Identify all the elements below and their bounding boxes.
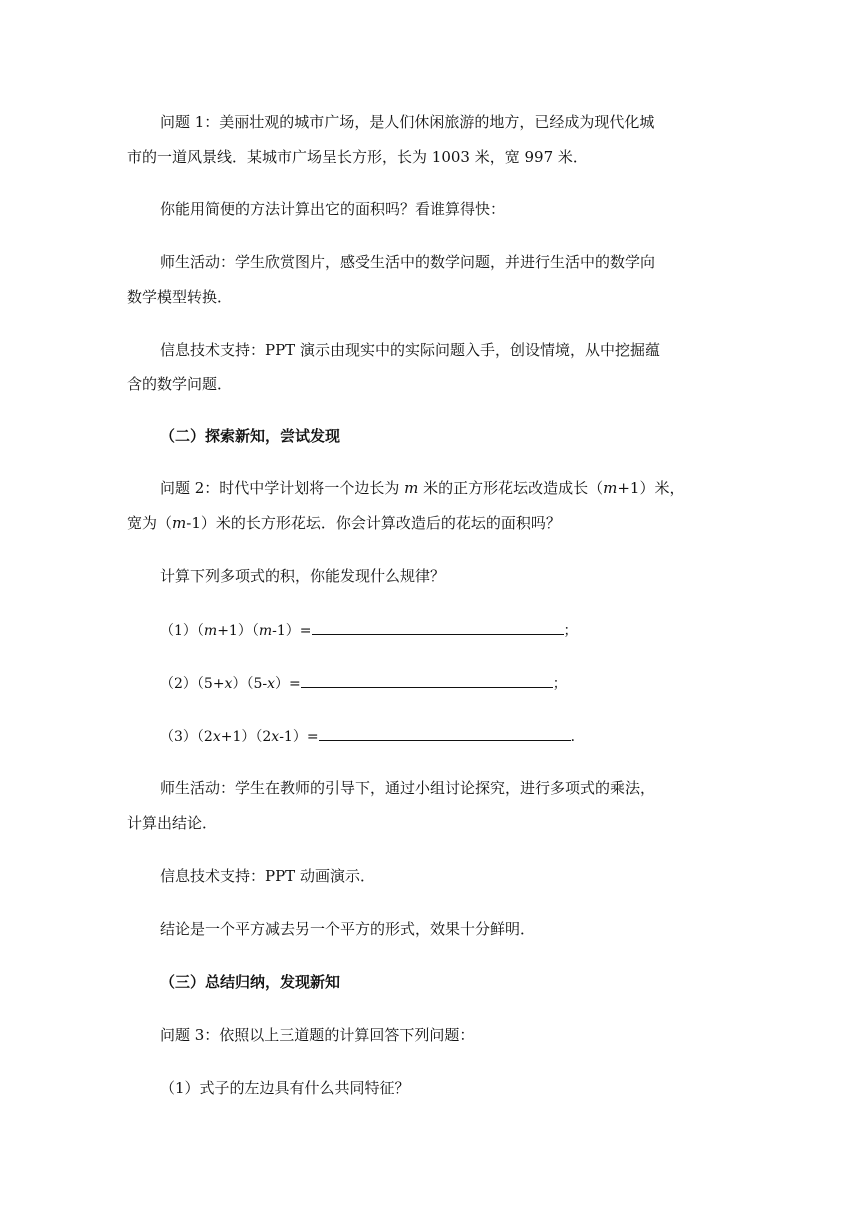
exercise-2-b: ）（5- bbox=[232, 676, 268, 692]
q1-question: 你能用简便的方法计算出它的面积吗？看谁算得快： bbox=[160, 200, 506, 218]
q1-line-1: 问题 1：美丽壮观的城市广场，是人们休闲旅游的地方，已经成为现代化城 bbox=[160, 113, 655, 131]
q1-line-2: 市的一道风景线．某城市广场呈长方形，长为 1003 米，宽 997 米． bbox=[127, 148, 588, 166]
var-x: x bbox=[212, 729, 221, 745]
var-m: m bbox=[203, 623, 218, 639]
activity-1-line-1: 师生活动：学生欣赏图片，感受生活中的数学问题，并进行生活中的数学向 bbox=[160, 253, 656, 271]
q3: 问题 3：依照以上三道题的计算回答下列问题： bbox=[160, 1026, 475, 1044]
exercise-3-a: （3）（2 bbox=[160, 729, 213, 745]
tech-support-1-line-2: 含的数学问题． bbox=[127, 375, 233, 393]
exercise-1-end: ； bbox=[563, 623, 578, 639]
var-x: x bbox=[224, 676, 233, 692]
exercise-3-end: ． bbox=[570, 729, 585, 745]
var-m: m bbox=[258, 623, 273, 639]
var-m: m bbox=[172, 514, 187, 532]
q2-line-2 bbox=[127, 513, 561, 533]
q2-text-a: 问题 2：时代中学计划将一个边长为 bbox=[160, 479, 405, 497]
tech-support-2: 信息技术支持：PPT 动画演示． bbox=[160, 867, 375, 885]
exercise-3-c: -1）= bbox=[279, 729, 319, 745]
exercise-1 bbox=[160, 619, 578, 641]
exercise-3 bbox=[160, 725, 585, 747]
q2-line-1 bbox=[160, 478, 684, 498]
tech-support-1-line-1: 信息技术支持：PPT 演示由现实中的实际问题入手，创设情境，从中挖掘蕴 bbox=[160, 341, 660, 359]
exercise-2-end: ； bbox=[552, 676, 567, 692]
activity-2-line-1: 师生活动：学生在教师的引导下，通过小组讨论探究，进行多项式的乘法， bbox=[160, 779, 656, 797]
conclusion: 结论是一个平方减去另一个平方的形式，效果十分鲜明． bbox=[160, 920, 536, 938]
var-m: m bbox=[404, 479, 419, 497]
compute-intro: 计算下列多项式的积，你能发现什么规律？ bbox=[160, 567, 446, 585]
activity-1-line-2: 数学模型转换． bbox=[127, 288, 233, 306]
answer-blank-3[interactable] bbox=[319, 725, 571, 741]
exercise-3-b: +1）（2 bbox=[220, 729, 272, 745]
q2-text-b: 米的正方形花坛改造成长（ bbox=[418, 479, 604, 497]
var-x: x bbox=[271, 729, 280, 745]
q3-item-1: （1）式子的左边具有什么共同特征？ bbox=[160, 1079, 410, 1097]
activity-2-line-2: 计算出结论． bbox=[127, 814, 218, 832]
q2-text-d: 宽为（ bbox=[127, 514, 173, 532]
q2-text-e: -1）米的长方形花坛．你会计算改造后的花坛的面积吗？ bbox=[186, 514, 561, 532]
var-m: m bbox=[603, 479, 618, 497]
var-x: x bbox=[267, 676, 275, 692]
exercise-2-a: （2）（5+ bbox=[160, 676, 225, 692]
exercise-1-c: -1）= bbox=[272, 623, 312, 639]
q2-text-c: +1）米， bbox=[617, 479, 685, 497]
answer-blank-2[interactable] bbox=[301, 672, 553, 688]
exercise-2 bbox=[160, 672, 567, 694]
section-heading-2: （二）探索新知，尝试发现 bbox=[160, 427, 341, 445]
exercise-1-a: （1）（ bbox=[160, 623, 204, 639]
exercise-2-c: ）= bbox=[275, 676, 301, 692]
section-heading-3: （三）总结归纳，发现新知 bbox=[160, 973, 341, 991]
exercise-1-b: +1）（ bbox=[217, 623, 259, 639]
answer-blank-1[interactable] bbox=[312, 619, 564, 635]
